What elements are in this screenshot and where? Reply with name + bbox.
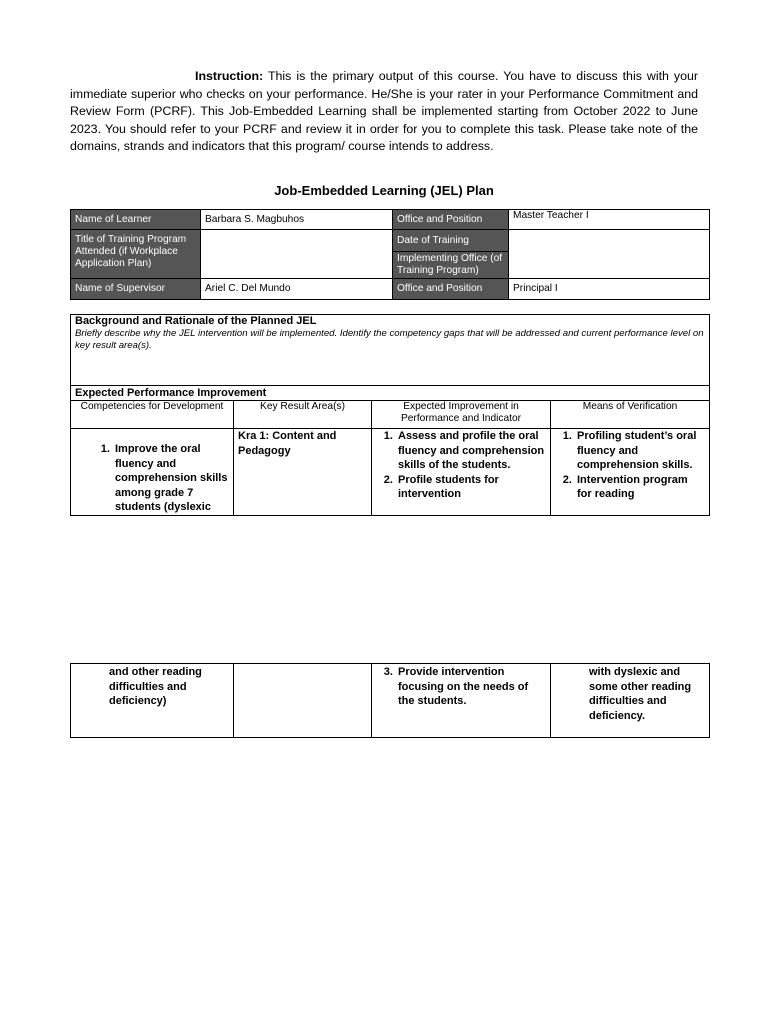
office-position-value-2: Principal I xyxy=(509,279,710,300)
improvement-cell xyxy=(372,429,551,516)
instruction-lead: Instruction: xyxy=(195,69,264,83)
verification-cell-continued: with dyslexic and some other reading difficulties and deficiency. xyxy=(551,664,710,738)
instruction-paragraph xyxy=(70,68,698,156)
improvement-item-2: 2. Profile students for intervention xyxy=(396,473,546,502)
learner-value: Barbara S. Magbuhos xyxy=(201,210,393,230)
background-section xyxy=(71,315,710,386)
office-position-label-1: Office and Position xyxy=(393,210,509,230)
col-header-kra: Key Result Area(s) xyxy=(234,401,372,429)
improvement-item-3: 3. Provide intervention focusing on the needs of the students. xyxy=(396,665,546,709)
jel-plan-table-continued xyxy=(70,663,710,738)
learner-label: Name of Learner xyxy=(71,210,201,230)
training-title-label: Title of Training Program Attended (if Workplace Application Plan) xyxy=(71,230,201,279)
background-description: Briefly describe why the JEL intervention will be implemented. Identify the competency gaps that will be addressed and current performance level on key result area(s). xyxy=(75,328,704,351)
document-title: Job-Embedded Learning (JEL) Plan xyxy=(274,183,494,198)
improvement-item-1: 1. Assess and profile the oral fluency and comprehension skills of the students. xyxy=(396,429,546,473)
office-position-label-2: Office and Position xyxy=(393,279,509,300)
office-position-value-1: Master Teacher I xyxy=(509,210,710,230)
kra-cell: Kra 1: Content and Pedagogy xyxy=(234,429,372,516)
verification-item-1: 1. Profiling student’s oral fluency and comprehension skills. xyxy=(575,429,705,473)
jel-plan-table xyxy=(70,314,710,516)
instruction-text: This is the primary output of this course. You have to discuss this with your immediate superior who checks on your performance. He/She is your rater in your Performance Commitment and Review Form (PCRF). This Job-Embedded Learning shall be implemented starting from October 2022 to June 2023. You should refer to your PCRF and review it in order for you to complete this task. Please take note of the domains, strands and indicators that this program/ course intends to address. xyxy=(70,69,699,154)
verification-cell xyxy=(551,429,710,516)
date-of-training-label: Date of Training xyxy=(393,230,509,252)
competency-cell-continued: and other reading difficulties and deficiency) xyxy=(71,664,234,738)
col-header-competencies: Competencies for Development xyxy=(71,401,234,429)
competency-cell xyxy=(71,429,234,516)
supervisor-label: Name of Supervisor xyxy=(71,279,201,300)
implementing-office-label: Implementing Office (of Training Program) xyxy=(393,252,509,279)
date-of-training-value xyxy=(509,230,710,279)
learner-info-table xyxy=(70,209,710,300)
improvement-cell-continued xyxy=(372,664,551,738)
background-heading: Background and Rationale of the Planned JEL xyxy=(75,315,317,327)
verification-item-2: 2. Intervention program for reading xyxy=(575,473,705,502)
performance-heading: Expected Performance Improvement xyxy=(71,386,710,401)
col-header-improvement: Expected Improvement in Performance and Indicator xyxy=(372,401,551,429)
training-title-value xyxy=(201,230,393,279)
col-header-verification: Means of Verification xyxy=(551,401,710,429)
supervisor-value: Ariel C. Del Mundo xyxy=(201,279,393,300)
kra-cell-continued xyxy=(234,664,372,738)
competency-item-1: 1. Improve the oral fluency and comprehension skills among grade 7 students (dyslexic xyxy=(113,442,229,515)
